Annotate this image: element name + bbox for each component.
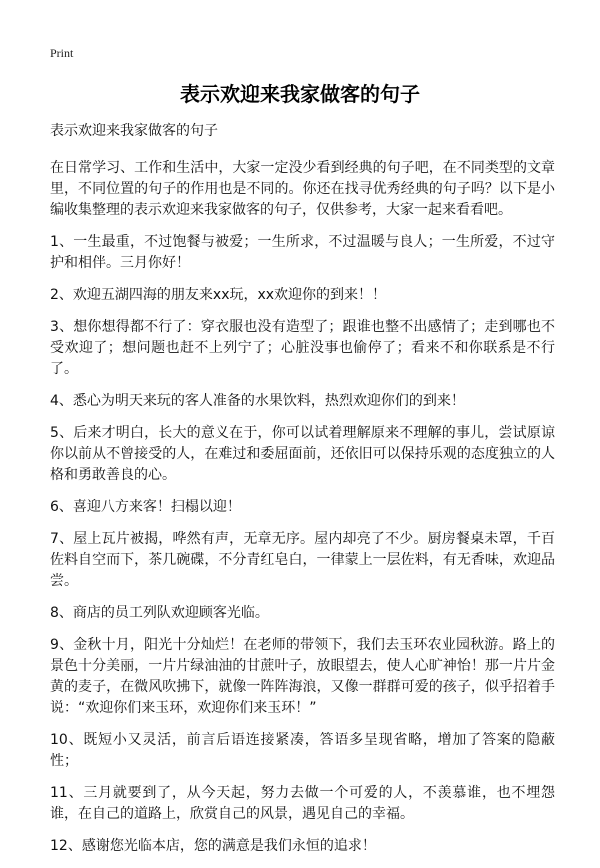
sentence-item-5: 5、后来才明白，长大的意义在于，你可以试着理解原来不理解的事儿，尝试原谅你以前从不曾接受的人，在难过和委屈面前，还依旧可以保持乐观的态度独立的人格和勇敢善良的心。: [50, 425, 555, 483]
page-title: 表示欢迎来我家做客的句子: [180, 82, 420, 106]
sentence-item-10: 10、既短小又灵活，前言后语连接紧凑，答语多呈现省略，增加了答案的隐蔽性；: [50, 732, 555, 769]
sentence-item-1: 1、一生最重，不过饱餐与被爱；一生所求，不过温暖与良人；一生所爱，不过守护和相伴。三月你好！: [50, 234, 555, 271]
sentence-item-9: 9、金秋十月，阳光十分灿烂！在老师的带领下，我们去玉环农业园秋游。路上的景色十分美丽，一片片绿油油的甘蔗叶子，放眼望去，使人心旷神怡！那一片片金黄的麦子，在微风吹拂下，就像一阵阵海浪，又像一群群可爱的孩子，似乎招着手说：“欢迎你们来玉环，欢迎你们来玉环！”: [50, 637, 555, 716]
article-subtitle: 表示欢迎来我家做客的句子: [50, 123, 218, 139]
sentence-item-2: 2、欢迎五湖四海的朋友来xx玩，xx欢迎你的到来！！: [50, 287, 387, 303]
sentence-item-4: 4、悉心为明天来玩的客人准备的水果饮料，热烈欢迎你们的到来！: [50, 393, 465, 409]
article-body: [50, 121, 555, 868]
sentence-item-3: 3、想你想得都不行了：穿衣服也没有造型了；跟谁也整不出感情了；走到哪也不受欢迎了；想问题也赶不上列宁了；心脏没事也偷停了；看来不和你联系是不行了。: [50, 319, 555, 377]
sentence-item-11: 11、三月就要到了，从今天起，努力去做一个可爱的人，不羡慕谁，也不埋怨谁，在自己的道路上，欣赏自己的风景，遇见自己的幸福。: [50, 785, 555, 822]
sentence-item-6: 6、喜迎八方来客！扫榻以迎！: [50, 499, 241, 515]
print-link[interactable]: Print: [50, 46, 74, 60]
sentence-item-8: 8、商店的员工列队欢迎顾客光临。: [50, 605, 269, 621]
sentence-item-7: 7、屋上瓦片被揭，哗然有声，无章无序。屋内却亮了不少。厨房餐桌未罩，千百佐料自空而下，茶几碗碟，不分青红皂白，一律蒙上一层佐料，有无香味，欢迎品尝。: [50, 531, 555, 589]
intro-paragraph: 在日常学习、工作和生活中，大家一定没少看到经典的句子吧，在不同类型的文章里，不同位置的句子的作用也是不同的。你还在找寻优秀经典的句子吗？以下是小编收集整理的表示欢迎来我家做客的句子，仅供参考，大家一起来看看吧。: [50, 160, 555, 218]
sentence-item-12: 12、感谢您光临本店，您的满意是我们永恒的追求！: [50, 838, 376, 854]
